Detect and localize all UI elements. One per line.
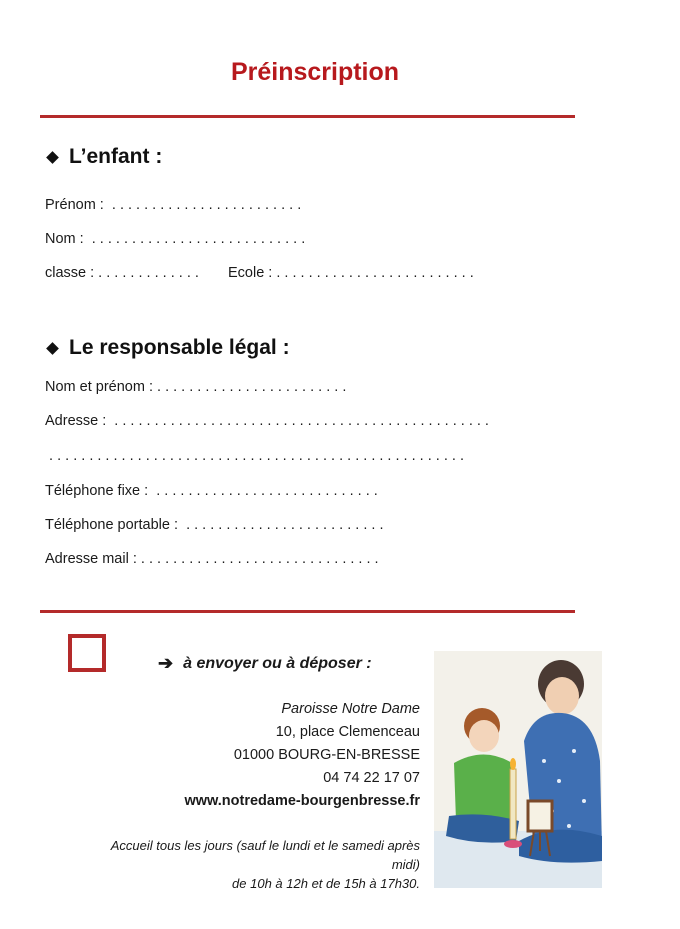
guardian-name-field[interactable]: Nom et prénom : . . . . . . . . . . . . . . . . . . . . . . . . bbox=[45, 379, 347, 395]
email-field[interactable]: Adresse mail : . . . . . . . . . . . . . . . . . . . . . . . . . . . . . . bbox=[45, 551, 379, 567]
guardian-heading-text: Le responsable légal : bbox=[69, 336, 290, 359]
parish-name: Paroisse Notre Dame bbox=[281, 701, 420, 717]
hours-line-2: midi) bbox=[391, 857, 420, 872]
guardian-section-heading bbox=[44, 336, 290, 360]
hours-line-1: Accueil tous les jours (sauf le lundi et le samedi après bbox=[110, 838, 420, 853]
bottom-divider bbox=[40, 610, 575, 613]
checkbox[interactable] bbox=[68, 634, 106, 672]
diamond-bullet-icon bbox=[46, 151, 59, 164]
child-heading-text: L’enfant : bbox=[69, 145, 163, 168]
send-instruction bbox=[158, 653, 372, 674]
mobile-phone-field[interactable]: Téléphone portable : . . . . . . . . . . . . . . . . . . . . . . . . . bbox=[45, 517, 384, 533]
send-label: à envoyer ou à déposer : bbox=[183, 654, 372, 672]
hours-line-3: de 10h à 12h et de 15h à 17h30. bbox=[232, 876, 420, 891]
school-field[interactable]: Ecole : . . . . . . . . . . . . . . . . . . . . . . . . . bbox=[228, 265, 474, 281]
website-link[interactable]: www.notredame-bourgenbresse.fr bbox=[184, 793, 420, 809]
diamond-bullet-icon bbox=[46, 342, 59, 355]
city-address: 01000 BOURG-EN-BRESSE bbox=[233, 747, 420, 763]
arrow-right-icon: ➔ bbox=[158, 653, 174, 673]
first-name-field[interactable]: Prénom : . . . . . . . . . . . . . . . . . . . . . . . . bbox=[45, 197, 302, 213]
landline-phone-field[interactable]: Téléphone fixe : . . . . . . . . . . . . . . . . . . . . . . . . . . . . bbox=[45, 483, 378, 499]
children-candle-illustration bbox=[434, 651, 602, 888]
page-title: Préinscription bbox=[230, 58, 400, 86]
address-field[interactable]: Adresse : . . . . . . . . . . . . . . . . . . . . . . . . . . . . . . . . . . . . . . . . . . . . . . . bbox=[45, 413, 489, 429]
street-address: 10, place Clemenceau bbox=[275, 724, 420, 740]
last-name-field[interactable]: Nom : . . . . . . . . . . . . . . . . . . . . . . . . . . . bbox=[45, 231, 306, 247]
class-field[interactable]: classe : . . . . . . . . . . . . . bbox=[45, 265, 199, 281]
phone-number: 04 74 22 17 07 bbox=[323, 770, 420, 786]
address-continued-field[interactable]: . . . . . . . . . . . . . . . . . . . . . . . . . . . . . . . . . . . . . . . . . . . . . . . . . . . . bbox=[45, 448, 464, 464]
top-divider bbox=[40, 115, 575, 118]
child-section-heading bbox=[44, 145, 162, 169]
